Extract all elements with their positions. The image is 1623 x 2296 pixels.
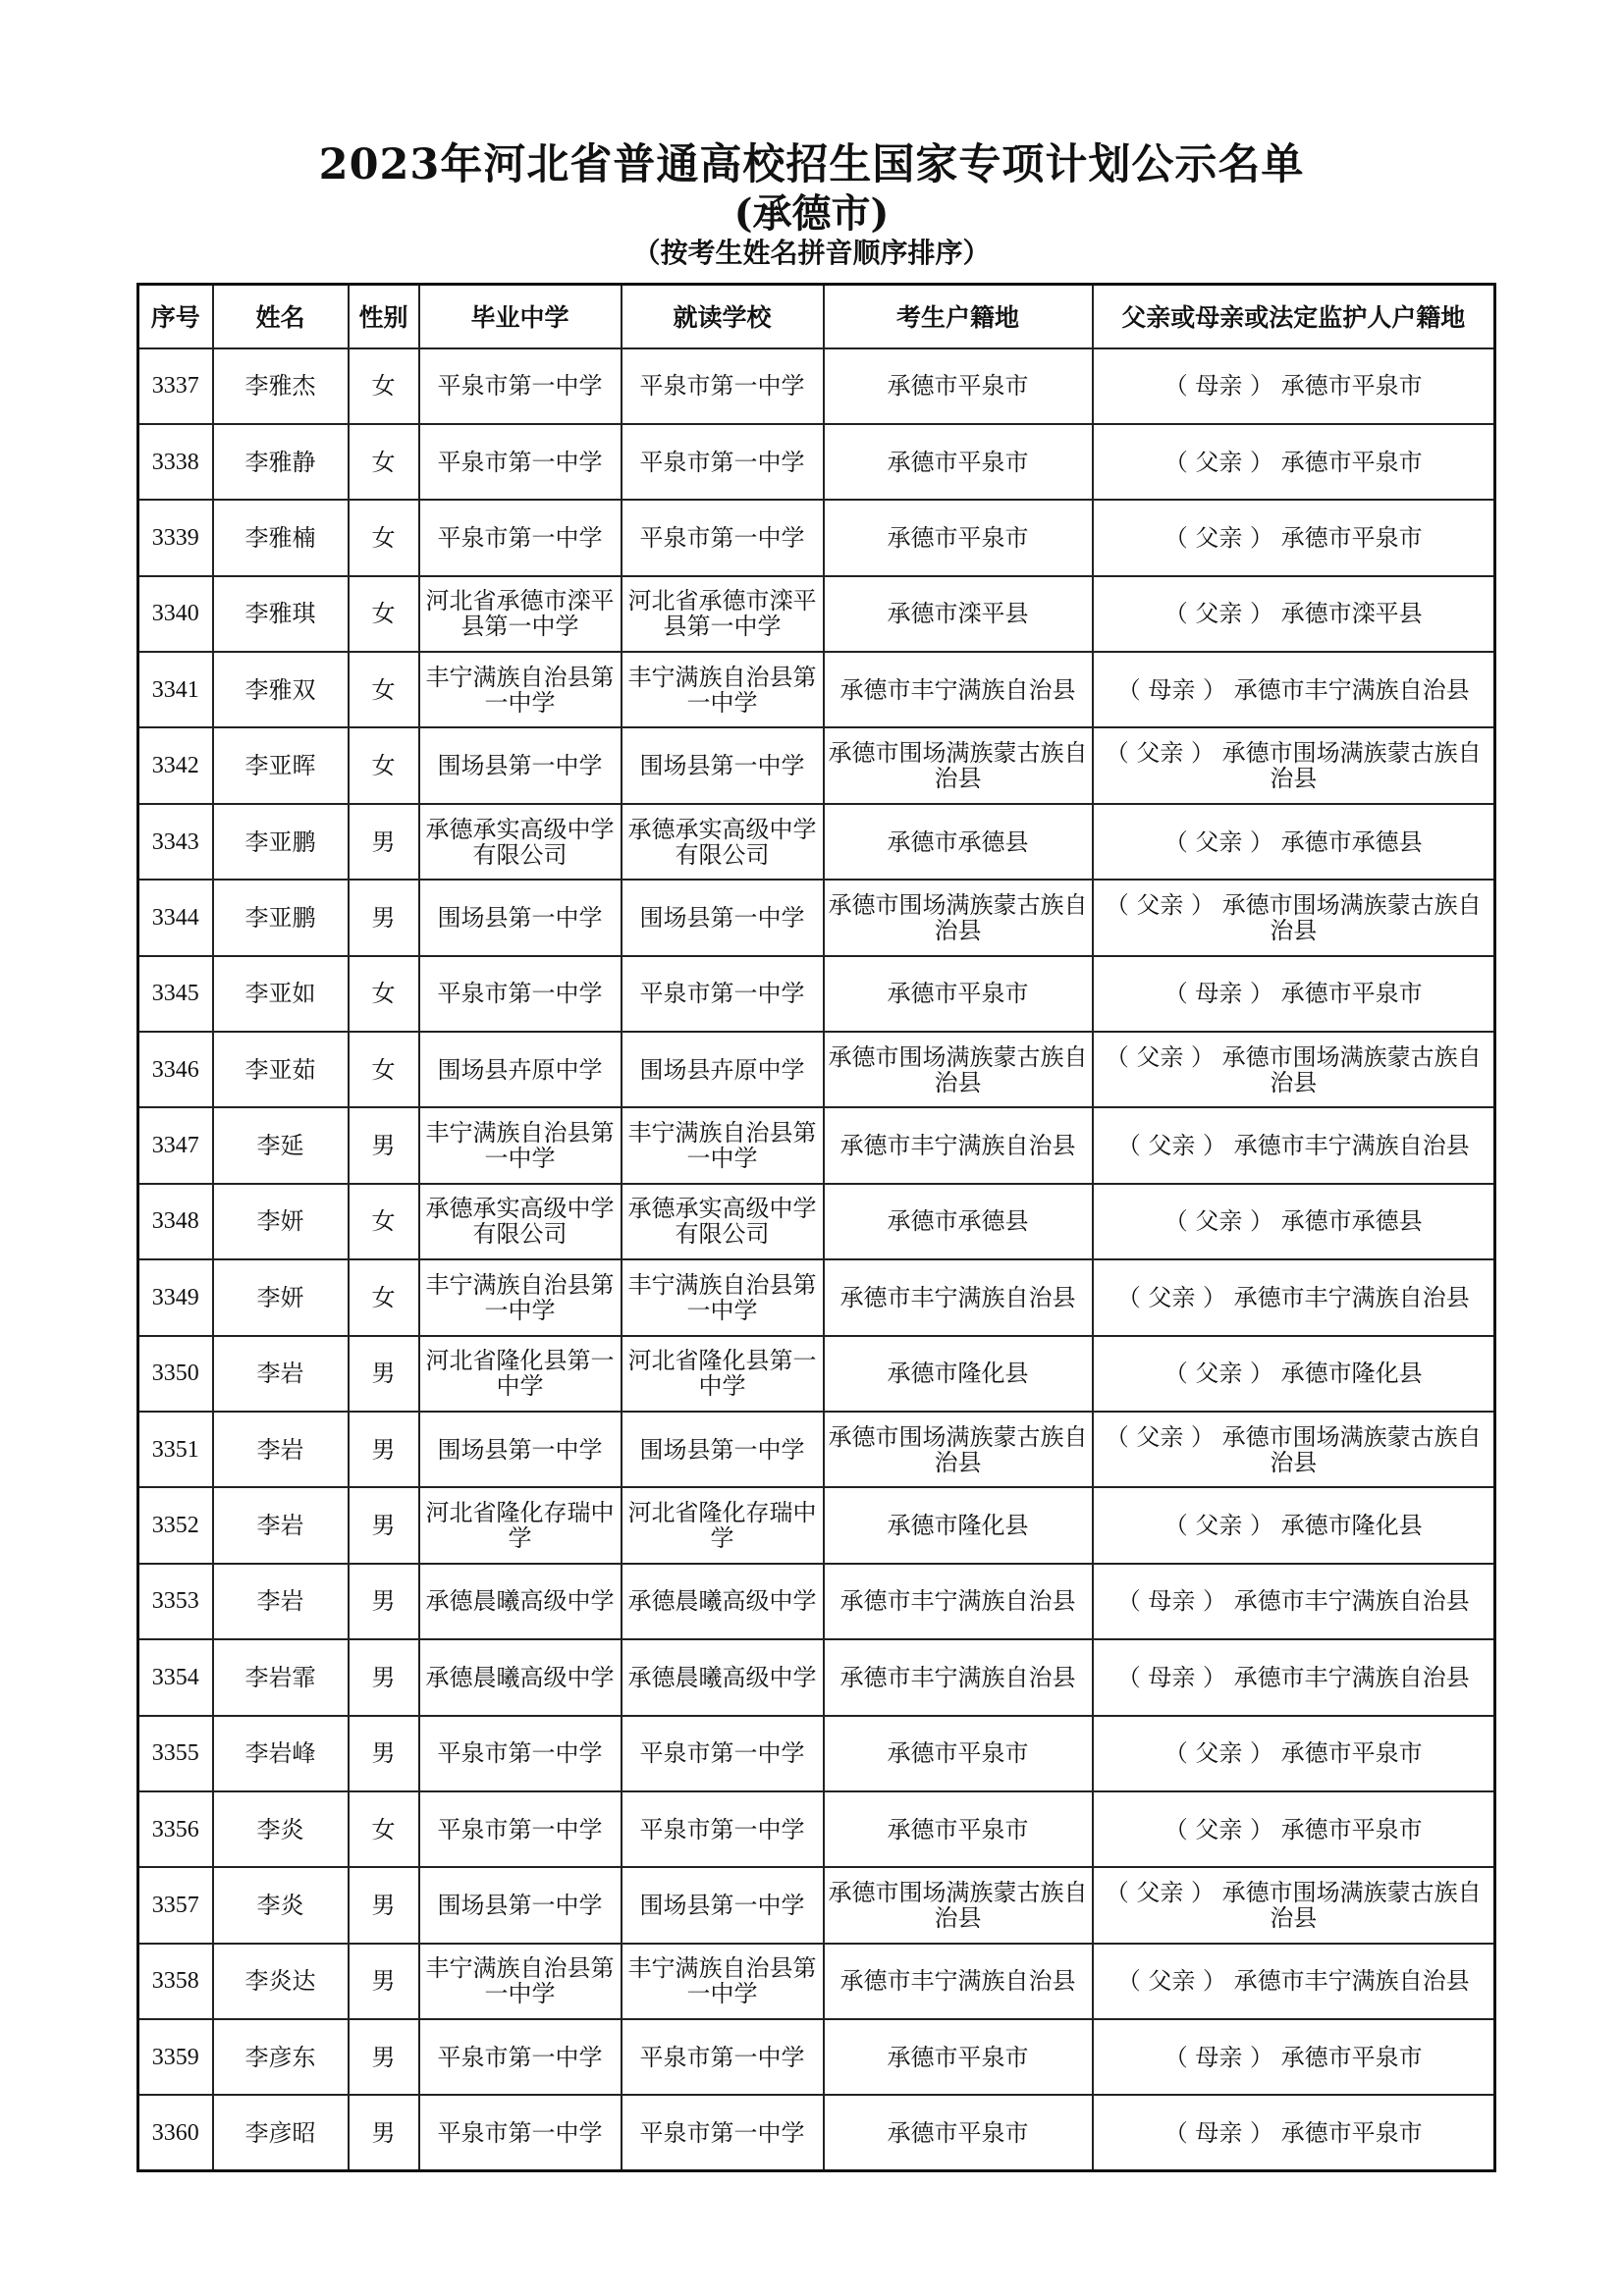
table-row: [138, 880, 1495, 955]
cell-gender: 男: [349, 1412, 419, 1487]
cell-seq: 3356: [138, 1791, 213, 1867]
cell-name: 李亚茹: [213, 1032, 349, 1107]
cell-name: 李妍: [213, 1184, 349, 1259]
cell-gender: 女: [349, 956, 419, 1032]
table-row: [138, 652, 1495, 727]
cell-graduate-school: 围场县第一中学: [419, 1412, 622, 1487]
cell-name: 李炎达: [213, 1944, 349, 2019]
cell-seq: 3341: [138, 652, 213, 727]
cell-seq: 3338: [138, 424, 213, 500]
document-title: 2023年河北省普通高校招生国家专项计划公示名单: [318, 140, 1305, 189]
cell-student-hukou: 承德市平泉市: [824, 424, 1093, 500]
cell-graduate-school: 平泉市第一中学: [419, 2095, 622, 2170]
cell-gender: 男: [349, 1336, 419, 1412]
header-graduate-school: 毕业中学: [419, 285, 622, 348]
cell-current-school: 平泉市第一中学: [622, 1716, 824, 1791]
cell-gender: 女: [349, 1032, 419, 1107]
table-row: [138, 1336, 1495, 1412]
cell-current-school: 围场县第一中学: [622, 1412, 824, 1487]
cell-student-hukou: 承德市隆化县: [824, 1336, 1093, 1412]
cell-current-school: 平泉市第一中学: [622, 1791, 824, 1867]
cell-seq: 3353: [138, 1564, 213, 1639]
cell-student-hukou: 承德市丰宁满族自治县: [824, 1259, 1093, 1335]
cell-gender: 女: [349, 424, 419, 500]
cell-graduate-school: 平泉市第一中学: [419, 956, 622, 1032]
cell-graduate-school: 围场县卉原中学: [419, 1032, 622, 1107]
cell-current-school: 平泉市第一中学: [622, 2095, 824, 2170]
document-subtitle: (承德市): [733, 190, 890, 237]
table-row: [138, 1032, 1495, 1107]
cell-student-hukou: 承德市丰宁满族自治县: [824, 1564, 1093, 1639]
cell-seq: 3360: [138, 2095, 213, 2170]
cell-gender: 女: [349, 1259, 419, 1335]
cell-student-hukou: 承德市围场满族蒙古族自治县: [824, 727, 1093, 803]
cell-gender: 男: [349, 2095, 419, 2170]
cell-current-school: 丰宁满族自治县第一中学: [622, 1259, 824, 1335]
cell-guardian-hukou: （ 父亲 ） 承德市围场满族蒙古族自治县: [1093, 880, 1495, 955]
table-row: [138, 1639, 1495, 1715]
cell-student-hukou: 承德市围场满族蒙古族自治县: [824, 1867, 1093, 1943]
cell-graduate-school: 河北省隆化存瑞中学: [419, 1487, 622, 1563]
cell-current-school: 丰宁满族自治县第一中学: [622, 1107, 824, 1183]
cell-seq: 3345: [138, 956, 213, 1032]
cell-name: 李雅楠: [213, 500, 349, 575]
document-note: （按考生姓名拼音顺序排序）: [632, 237, 991, 269]
cell-current-school: 河北省承德市滦平县第一中学: [622, 576, 824, 652]
cell-seq: 3351: [138, 1412, 213, 1487]
cell-student-hukou: 承德市围场满族蒙古族自治县: [824, 1412, 1093, 1487]
cell-name: 李彦昭: [213, 2095, 349, 2170]
cell-guardian-hukou: （ 父亲 ） 承德市隆化县: [1093, 1336, 1495, 1412]
cell-guardian-hukou: （ 母亲 ） 承德市丰宁满族自治县: [1093, 1639, 1495, 1715]
cell-graduate-school: 丰宁满族自治县第一中学: [419, 1944, 622, 2019]
cell-seq: 3352: [138, 1487, 213, 1563]
cell-seq: 3350: [138, 1336, 213, 1412]
cell-guardian-hukou: （ 父亲 ） 承德市围场满族蒙古族自治县: [1093, 1412, 1495, 1487]
cell-student-hukou: 承德市滦平县: [824, 576, 1093, 652]
header-gender: 性别: [349, 285, 419, 348]
cell-guardian-hukou: （ 母亲 ） 承德市平泉市: [1093, 956, 1495, 1032]
cell-gender: 男: [349, 1716, 419, 1791]
table-row: [138, 1564, 1495, 1639]
cell-guardian-hukou: （ 母亲 ） 承德市平泉市: [1093, 2019, 1495, 2095]
cell-name: 李亚如: [213, 956, 349, 1032]
cell-current-school: 围场县第一中学: [622, 880, 824, 955]
cell-seq: 3359: [138, 2019, 213, 2095]
cell-graduate-school: 平泉市第一中学: [419, 1716, 622, 1791]
cell-graduate-school: 丰宁满族自治县第一中学: [419, 1107, 622, 1183]
cell-gender: 女: [349, 348, 419, 424]
cell-student-hukou: 承德市平泉市: [824, 956, 1093, 1032]
cell-current-school: 承德晨曦高级中学: [622, 1639, 824, 1715]
cell-name: 李炎: [213, 1791, 349, 1867]
table-row: [138, 424, 1495, 500]
cell-name: 李雅琪: [213, 576, 349, 652]
cell-guardian-hukou: （ 父亲 ） 承德市滦平县: [1093, 576, 1495, 652]
cell-guardian-hukou: （ 母亲 ） 承德市平泉市: [1093, 2095, 1495, 2170]
cell-seq: 3354: [138, 1639, 213, 1715]
cell-gender: 男: [349, 804, 419, 880]
cell-seq: 3339: [138, 500, 213, 575]
cell-current-school: 平泉市第一中学: [622, 2019, 824, 2095]
cell-student-hukou: 承德市承德县: [824, 1184, 1093, 1259]
cell-guardian-hukou: （ 父亲 ） 承德市围场满族蒙古族自治县: [1093, 1032, 1495, 1107]
cell-current-school: 平泉市第一中学: [622, 500, 824, 575]
cell-current-school: 承德承实高级中学有限公司: [622, 804, 824, 880]
cell-current-school: 丰宁满族自治县第一中学: [622, 652, 824, 727]
cell-gender: 男: [349, 1107, 419, 1183]
cell-gender: 女: [349, 500, 419, 575]
roster-table: [136, 283, 1496, 2172]
cell-gender: 女: [349, 576, 419, 652]
cell-current-school: 河北省隆化存瑞中学: [622, 1487, 824, 1563]
cell-guardian-hukou: （ 母亲 ） 承德市丰宁满族自治县: [1093, 1564, 1495, 1639]
cell-gender: 男: [349, 880, 419, 955]
cell-student-hukou: 承德市围场满族蒙古族自治县: [824, 880, 1093, 955]
cell-student-hukou: 承德市丰宁满族自治县: [824, 652, 1093, 727]
cell-graduate-school: 丰宁满族自治县第一中学: [419, 1259, 622, 1335]
table-row: [138, 1716, 1495, 1791]
cell-current-school: 承德晨曦高级中学: [622, 1564, 824, 1639]
cell-name: 李雅杰: [213, 348, 349, 424]
cell-name: 李岩: [213, 1487, 349, 1563]
cell-gender: 男: [349, 1944, 419, 2019]
cell-name: 李岩: [213, 1564, 349, 1639]
cell-student-hukou: 承德市平泉市: [824, 2095, 1093, 2170]
cell-seq: 3358: [138, 1944, 213, 2019]
cell-student-hukou: 承德市丰宁满族自治县: [824, 1944, 1093, 2019]
header-current-school: 就读学校: [622, 285, 824, 348]
cell-name: 李炎: [213, 1867, 349, 1943]
cell-gender: 女: [349, 652, 419, 727]
cell-gender: 女: [349, 727, 419, 803]
cell-guardian-hukou: （ 父亲 ） 承德市平泉市: [1093, 1716, 1495, 1791]
cell-guardian-hukou: （ 父亲 ） 承德市隆化县: [1093, 1487, 1495, 1563]
cell-name: 李亚晖: [213, 727, 349, 803]
cell-graduate-school: 平泉市第一中学: [419, 1791, 622, 1867]
header-guardian-hukou: 父亲或母亲或法定监护人户籍地: [1093, 285, 1495, 348]
cell-seq: 3357: [138, 1867, 213, 1943]
cell-name: 李岩: [213, 1336, 349, 1412]
cell-graduate-school: 承德承实高级中学有限公司: [419, 1184, 622, 1259]
cell-name: 李彦东: [213, 2019, 349, 2095]
cell-graduate-school: 河北省承德市滦平县第一中学: [419, 576, 622, 652]
cell-gender: 女: [349, 1791, 419, 1867]
cell-guardian-hukou: （ 父亲 ） 承德市丰宁满族自治县: [1093, 1259, 1495, 1335]
cell-graduate-school: 围场县第一中学: [419, 880, 622, 955]
cell-graduate-school: 河北省隆化县第一中学: [419, 1336, 622, 1412]
cell-guardian-hukou: （ 父亲 ） 承德市丰宁满族自治县: [1093, 1944, 1495, 2019]
cell-graduate-school: 承德承实高级中学有限公司: [419, 804, 622, 880]
table-row: [138, 727, 1495, 803]
table-row: [138, 1791, 1495, 1867]
cell-guardian-hukou: （ 父亲 ） 承德市平泉市: [1093, 1791, 1495, 1867]
cell-gender: 男: [349, 1487, 419, 1563]
cell-student-hukou: 承德市围场满族蒙古族自治县: [824, 1032, 1093, 1107]
table-row: [138, 1259, 1495, 1335]
table-row: [138, 956, 1495, 1032]
cell-current-school: 平泉市第一中学: [622, 348, 824, 424]
table-row: [138, 1944, 1495, 2019]
cell-guardian-hukou: （ 母亲 ） 承德市平泉市: [1093, 348, 1495, 424]
cell-graduate-school: 承德晨曦高级中学: [419, 1564, 622, 1639]
table-row: [138, 348, 1495, 424]
cell-name: 李岩峰: [213, 1716, 349, 1791]
cell-student-hukou: 承德市平泉市: [824, 1716, 1093, 1791]
cell-student-hukou: 承德市丰宁满族自治县: [824, 1107, 1093, 1183]
table-row: [138, 2095, 1495, 2170]
cell-graduate-school: 丰宁满族自治县第一中学: [419, 652, 622, 727]
cell-current-school: 承德承实高级中学有限公司: [622, 1184, 824, 1259]
cell-name: 李亚鹏: [213, 880, 349, 955]
cell-seq: 3340: [138, 576, 213, 652]
table-row: [138, 1867, 1495, 1943]
cell-gender: 男: [349, 1867, 419, 1943]
cell-seq: 3346: [138, 1032, 213, 1107]
header-seq: 序号: [138, 285, 213, 348]
cell-seq: 3343: [138, 804, 213, 880]
table-row: [138, 1184, 1495, 1259]
cell-student-hukou: 承德市丰宁满族自治县: [824, 1639, 1093, 1715]
cell-guardian-hukou: （ 母亲 ） 承德市丰宁满族自治县: [1093, 652, 1495, 727]
cell-guardian-hukou: （ 父亲 ） 承德市围场满族蒙古族自治县: [1093, 1867, 1495, 1943]
cell-graduate-school: 平泉市第一中学: [419, 424, 622, 500]
header-student-hukou: 考生户籍地: [824, 285, 1093, 348]
cell-seq: 3355: [138, 1716, 213, 1791]
cell-seq: 3342: [138, 727, 213, 803]
cell-name: 李岩霏: [213, 1639, 349, 1715]
cell-student-hukou: 承德市承德县: [824, 804, 1093, 880]
cell-current-school: 围场县卉原中学: [622, 1032, 824, 1107]
cell-graduate-school: 围场县第一中学: [419, 1867, 622, 1943]
cell-current-school: 平泉市第一中学: [622, 956, 824, 1032]
cell-student-hukou: 承德市平泉市: [824, 2019, 1093, 2095]
cell-gender: 男: [349, 2019, 419, 2095]
header-name: 姓名: [213, 285, 349, 348]
cell-student-hukou: 承德市平泉市: [824, 1791, 1093, 1867]
cell-seq: 3337: [138, 348, 213, 424]
cell-guardian-hukou: （ 父亲 ） 承德市丰宁满族自治县: [1093, 1107, 1495, 1183]
cell-current-school: 丰宁满族自治县第一中学: [622, 1944, 824, 2019]
cell-seq: 3349: [138, 1259, 213, 1335]
cell-current-school: 河北省隆化县第一中学: [622, 1336, 824, 1412]
table-row: [138, 1107, 1495, 1183]
cell-student-hukou: 承德市平泉市: [824, 348, 1093, 424]
cell-current-school: 平泉市第一中学: [622, 424, 824, 500]
cell-seq: 3347: [138, 1107, 213, 1183]
cell-name: 李亚鹏: [213, 804, 349, 880]
cell-graduate-school: 承德晨曦高级中学: [419, 1639, 622, 1715]
cell-current-school: 围场县第一中学: [622, 1867, 824, 1943]
cell-graduate-school: 平泉市第一中学: [419, 2019, 622, 2095]
cell-name: 李岩: [213, 1412, 349, 1487]
cell-guardian-hukou: （ 父亲 ） 承德市围场满族蒙古族自治县: [1093, 727, 1495, 803]
table-header-row: [138, 285, 1495, 348]
cell-name: 李雅静: [213, 424, 349, 500]
cell-graduate-school: 围场县第一中学: [419, 727, 622, 803]
table-row: [138, 576, 1495, 652]
cell-gender: 男: [349, 1639, 419, 1715]
table-row: [138, 804, 1495, 880]
cell-gender: 男: [349, 1564, 419, 1639]
cell-gender: 女: [349, 1184, 419, 1259]
cell-name: 李雅双: [213, 652, 349, 727]
cell-guardian-hukou: （ 父亲 ） 承德市承德县: [1093, 804, 1495, 880]
cell-seq: 3348: [138, 1184, 213, 1259]
cell-name: 李延: [213, 1107, 349, 1183]
cell-guardian-hukou: （ 父亲 ） 承德市平泉市: [1093, 424, 1495, 500]
cell-name: 李妍: [213, 1259, 349, 1335]
cell-guardian-hukou: （ 父亲 ） 承德市平泉市: [1093, 500, 1495, 575]
cell-guardian-hukou: （ 父亲 ） 承德市承德县: [1093, 1184, 1495, 1259]
table-row: [138, 1487, 1495, 1563]
cell-seq: 3344: [138, 880, 213, 955]
table-row: [138, 2019, 1495, 2095]
cell-graduate-school: 平泉市第一中学: [419, 500, 622, 575]
cell-current-school: 围场县第一中学: [622, 727, 824, 803]
cell-student-hukou: 承德市平泉市: [824, 500, 1093, 575]
table-row: [138, 500, 1495, 575]
table-row: [138, 1412, 1495, 1487]
cell-student-hukou: 承德市隆化县: [824, 1487, 1093, 1563]
cell-graduate-school: 平泉市第一中学: [419, 348, 622, 424]
